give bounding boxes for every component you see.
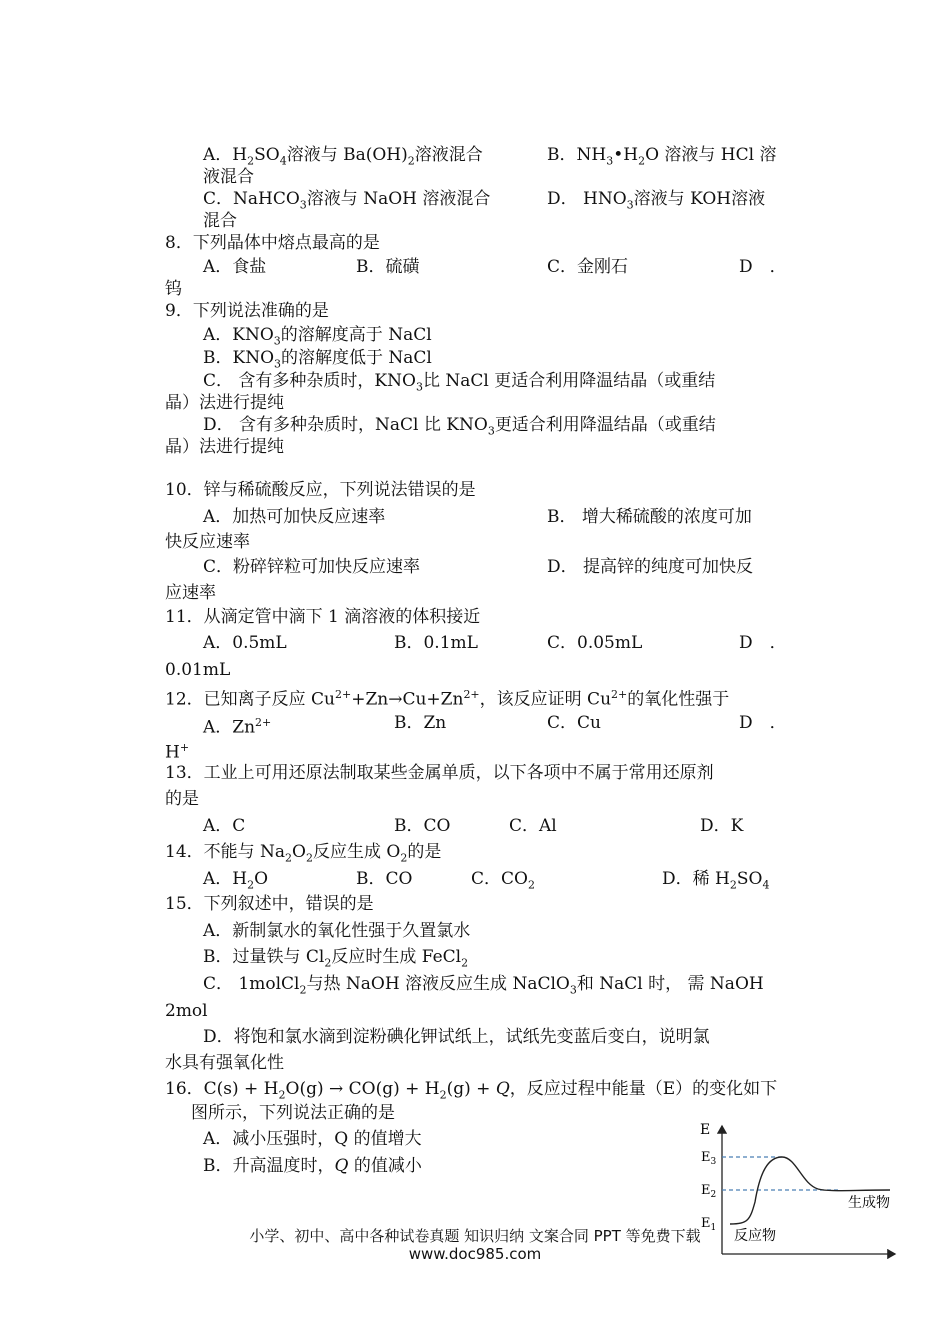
q13-option-d: D．K bbox=[700, 816, 744, 836]
q10-option-c: C．粉碎锌粒可加快反应速率 bbox=[203, 557, 421, 577]
q15-option-d: D．将饱和氯水滴到淀粉碘化钾试纸上，试纸先变蓝后变白，说明氯 bbox=[203, 1027, 710, 1047]
q9-option-c: C． 含有多种杂质时，$KNO_3$比 NaCl 更适合利用降温结晶（或重结 bbox=[203, 371, 716, 394]
q14-option-c: C．$CO_2$ bbox=[471, 869, 535, 892]
q8-option-b: B．硫磺 bbox=[356, 257, 420, 277]
q10-option-a: A．加热可加快反应速率 bbox=[203, 507, 386, 527]
q9-option-b: B．$KNO_3$的溶解度低于 NaCl bbox=[203, 348, 432, 371]
q7-option-d-cont: 混合 bbox=[203, 211, 237, 231]
q10-option-d: D． 提高锌的纯度可加快反 bbox=[547, 557, 754, 577]
q9-stem: 9．下列说法准确的是 bbox=[165, 301, 329, 321]
q11-option-b: B．0.1mL bbox=[394, 633, 478, 653]
e1-label: $E_1$ bbox=[701, 1216, 717, 1233]
q9-option-d: D． 含有多种杂质时，NaCl 比 $KNO_3$更适合利用降温结晶（或重结 bbox=[203, 415, 716, 438]
q10-option-d-cont: 应速率 bbox=[165, 583, 216, 603]
q12-option-c: C．Cu bbox=[547, 713, 601, 733]
q16-stem-cont: 图所示，下列说法正确的是 bbox=[191, 1103, 395, 1123]
q15-stem: 15．下列叙述中，错误的是 bbox=[165, 894, 374, 914]
q13-option-a: A．C bbox=[203, 816, 246, 836]
q8-stem: 8．下列晶体中熔点最高的是 bbox=[165, 233, 380, 253]
q9-option-a: A．$KNO_3$的溶解度高于 NaCl bbox=[203, 325, 432, 348]
e2-label: $E_2$ bbox=[701, 1183, 717, 1200]
q16-stem: 16．$C(s) + H_2O(g) \to CO(g) + H_2(g) + Q$，反应过程中能量（E）的变化如下 bbox=[165, 1079, 778, 1102]
q12-stem: 12．已知离子反应 $Cu^{2+}+Zn\to Cu+Zn^{2+}$，该反应证明 $Cu^{2+}$的氧化性强于 bbox=[165, 688, 730, 710]
q11-option-a: A．0.5mL bbox=[203, 633, 287, 653]
q14-option-d: D．稀 $H_2SO_4$ bbox=[662, 869, 770, 892]
q9-option-c-cont: 晶）法进行提纯 bbox=[165, 393, 284, 413]
q14-option-a: A．$H_2O$ bbox=[203, 869, 269, 892]
footer-tagline: 小学、初中、高中各种试卷真题 知识归纳 文案合同 PPT 等免费下载 bbox=[249, 1227, 701, 1245]
q10-option-b: B． 增大稀硫酸的浓度可加 bbox=[547, 507, 752, 527]
q14-option-b: B．CO bbox=[356, 869, 413, 889]
q13-option-b: B．CO bbox=[394, 816, 451, 836]
q12-option-d: D ． bbox=[739, 713, 787, 733]
q7-option-b: B．$NH_3•H_2O$ 溶液与 HCl 溶 bbox=[547, 145, 777, 168]
q15-option-c: C． 1molCl$_2$与热 NaOH 溶液反应生成 NaClO$_3$和 NaCl 时， 需 NaOH bbox=[203, 974, 764, 997]
q13-stem: 13．工业上可用还原法制取某些金属单质，以下各项中不属于常用还原剂 bbox=[165, 763, 714, 783]
q8-option-a: A．食盐 bbox=[203, 257, 267, 277]
q11-option-d-cont: 0.01mL bbox=[165, 660, 231, 680]
e3-label: $E_3$ bbox=[701, 1150, 717, 1167]
q12-option-a: A．$Zn^{2+}$ bbox=[203, 716, 272, 738]
q9-option-d-cont: 晶）法进行提纯 bbox=[165, 437, 284, 457]
q8-option-d-cont: 钨 bbox=[165, 279, 182, 299]
q10-option-b-cont: 快反应速率 bbox=[165, 532, 250, 552]
q13-option-c: C．Al bbox=[509, 816, 557, 836]
q11-option-c: C．0.05mL bbox=[547, 633, 643, 653]
q7-option-b-cont: 液混合 bbox=[203, 167, 254, 187]
q14-stem: 14．不能与 $Na_2O_2$反应生成 $O_2$的是 bbox=[165, 842, 442, 865]
q7-option-a: A．$H_2SO_4$溶液与 $Ba(OH)_2$溶液混合 bbox=[203, 145, 483, 168]
q15-option-d-cont: 水具有强氧化性 bbox=[165, 1053, 284, 1073]
q11-stem: 11．从滴定管中滴下 1 滴溶液的体积接近 bbox=[165, 607, 481, 627]
q15-option-c-cont: 2mol bbox=[165, 1001, 208, 1021]
q13-stem-cont: 的是 bbox=[165, 789, 199, 809]
q15-option-b: B．过量铁与 $Cl_2$反应时生成 FeCl$_2$ bbox=[203, 947, 469, 970]
q8-option-d: D ． bbox=[739, 257, 787, 277]
q16-option-b: B．升高温度时，Q 的值减小 bbox=[203, 1156, 422, 1176]
q11-option-d: D ． bbox=[739, 633, 787, 653]
q10-stem: 10．锌与稀硫酸反应，下列说法错误的是 bbox=[165, 480, 476, 500]
q8-option-c: C．金刚石 bbox=[547, 257, 629, 277]
q16-option-a: A．减小压强时，Q 的值增大 bbox=[203, 1129, 422, 1149]
products-label: 生成物 bbox=[848, 1195, 890, 1211]
q12-option-d-cont: H+ bbox=[165, 741, 190, 763]
q7-option-d: D． $HNO_3$溶液与 KOH溶液 bbox=[547, 189, 766, 212]
q12-option-b: B．Zn bbox=[394, 713, 447, 733]
footer-url: www.doc985.com bbox=[408, 1245, 542, 1263]
reactants-label: 反应物 bbox=[734, 1228, 776, 1244]
y-axis-label: E bbox=[700, 1122, 711, 1138]
q7-option-c: C．NaHCO$_3$溶液与 NaOH 溶液混合 bbox=[203, 189, 491, 212]
q15-option-a: A．新制氯水的氧化性强于久置氯水 bbox=[203, 921, 471, 941]
